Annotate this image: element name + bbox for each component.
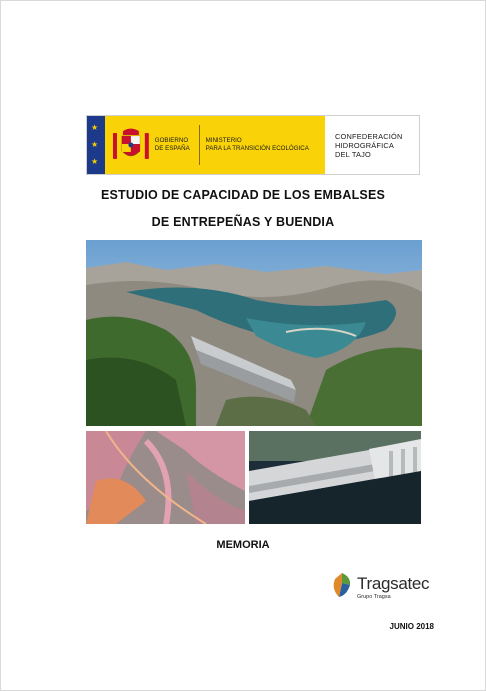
government-block [105,116,325,174]
memoria-label: MEMORIA [216,539,270,551]
chd-line-3: DEL TAJO [335,149,371,159]
reservoir-aerial-photo [86,240,422,426]
eu-flag-stripe: ★ ★ ★ [87,116,105,174]
dam-spillway-photo [249,431,421,524]
divider [199,125,200,165]
ministerio-text [206,137,325,153]
tragsatec-logo-icon [331,571,353,601]
logo-name: Tragsatec [357,574,430,593]
chd-line-2: HIDROGRÁFICA [335,140,395,150]
document-title-line-2: DE ENTREPEÑAS Y BUENDIA [151,215,335,229]
aerial-map-image [86,431,245,524]
institutional-header [86,115,420,175]
document-date: JUNIO 2018 [389,622,434,631]
min-line-1: MINISTERIO [205,137,242,144]
tragsatec-logo [331,571,441,607]
gobierno-de-espana-text [155,137,195,153]
coat-of-arms-icon [111,125,151,165]
confederacion-text [335,132,402,159]
gov-line-2: DE ESPAÑA [154,145,190,152]
chd-line-1: CONFEDERACIÓN [335,131,403,141]
document-title-line-1: ESTUDIO DE CAPACIDAD DE LOS EMBALSES [100,188,386,202]
gov-line-1: GOBIERNO [154,137,189,144]
min-line-2: PARA LA TRANSICIÓN ECOLÓGICA [205,145,309,152]
logo-subtitle: Grupo Tragsa [357,594,391,600]
confederacion-block [325,116,419,174]
